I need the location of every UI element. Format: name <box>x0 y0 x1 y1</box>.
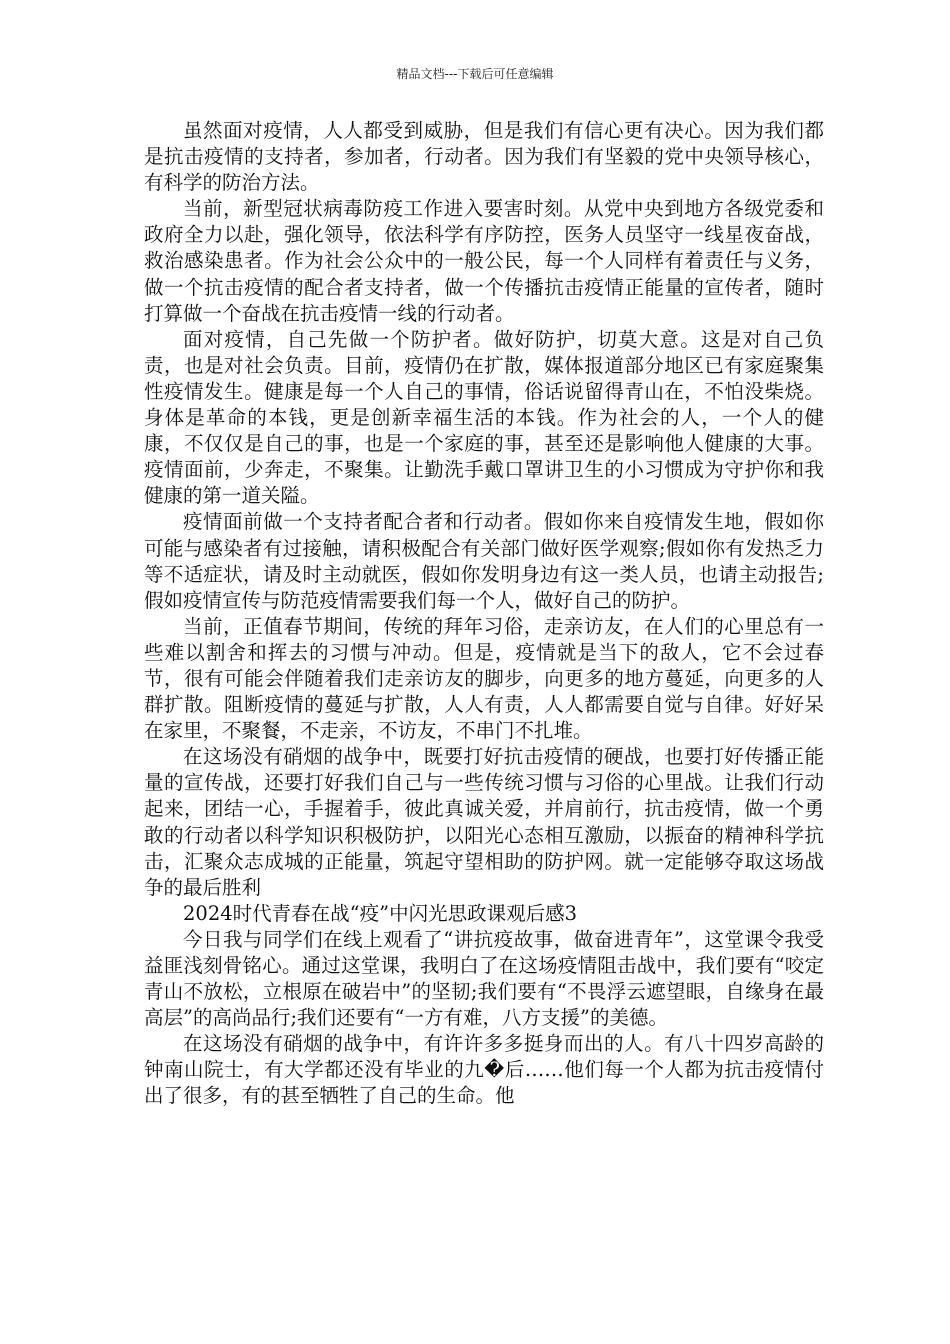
paragraph-3: 面对疫情，自己先做一个防护者。做好防护，切莫大意。这是对自己负责，也是对社会负责。目前，疫情仍在扩散，媒体报道部分地区已有家庭聚集性疫情发生。健康是每一个人自己的事情，俗话说留得青山在，不怕没柴烧。身体是革命的本钱，更是创新幸福生活的本钱。作为社会的人，一个人的健康，不仅仅是自己的事，也是一个家庭的事，甚至还是影响他人健康的大事。疫情面前，少奔走，不聚集。让勤洗手戴口罩讲卫生的小习惯成为守护你和我健康的第一道关隘。 <box>144 327 824 508</box>
paragraph-8: 在这场没有硝烟的战争中，有许许多多挺身而出的人。有八十四岁高龄的钟南山院士，有大学都还没有毕业的九�后……他们每一个人都为抗击疫情付出了很多，有的甚至牺牲了自己的生命。他 <box>144 1032 824 1108</box>
document-body <box>144 118 824 1110</box>
page-header: 精品文档---下载后可任意编辑 <box>396 67 554 81</box>
paragraph-6: 在这场没有硝烟的战争中，既要打好抗击疫情的硬战，也要打好传播正能量的宣传战，还要打好我们自己与一些传统习惯与习俗的心里战。让我们行动起来，团结一心，手握着手，彼此真诚关爱，并肩前行，抗击疫情，做一个勇敢的行动者以科学知识积极防护，以阳光心态相互激励，以振奋的精神科学抗击，汇聚众志成城的正能量，筑起守望相助的防护网。就一定能够夺取这场战争的最后胜利 <box>144 745 824 899</box>
paragraph-5: 当前，正值春节期间，传统的拜年习俗，走亲访友，在人们的心里总有一些难以割舍和挥去的习惯与冲动。但是，疫情就是当下的敌人，它不会过春节，很有可能会伴随着我们走亲访友的脚步，向更多的地方蔓延，向更多的人群扩散。阻断疫情的蔓延与扩散，人人有责，人人都需要自觉与自律。好好呆在家里，不聚餐，不走亲，不访友，不串门不扎堆。 <box>144 614 824 743</box>
paragraph-4: 疫情面前做一个支持者配合者和行动者。假如你来自疫情发生地，假如你可能与感染者有过接触，请积极配合有关部门做好医学观察;假如你有发热乏力等不适症状，请及时主动就医，假如你发明身边有这一类人员，也请主动报告;假如疫情宣传与防范疫情需要我们每一个人，做好自己的防护。 <box>144 510 824 612</box>
section-title: 2024时代青春在战“疫”中闪光思政课观后感3 <box>183 901 577 925</box>
paragraph-7: 今日我与同学们在线上观看了“讲抗疫故事，做奋进青年”，这堂课令我受益匪浅刻骨铭心。通过这堂课，我明白了在这场疫情阻击战中，我们要有“咬定青山不放松，立根原在破岩中”的坚韧;我们要有“不畏浮云遮望眼，自缘身在最高层”的高尚品行;我们还要有“一方有难，八方支援”的美德。 <box>144 927 824 1030</box>
paragraph-2: 当前，新型冠状病毒防疫工作进入要害时刻。从党中央到地方各级党委和政府全力以赴，强化领导，依法科学有序防控，医务人员坚守一线星夜奋战，救治感染患者。作为社会公众中的一般公民，每一个人同样有着责任与义务，做一个抗击疫情的配合者支持者，做一个传播抗击疫情正能量的宣传者，随时打算做一个奋战在抗击疫情一线的行动者。 <box>144 197 824 325</box>
paragraph-1: 虽然面对疫情，人人都受到威胁，但是我们有信心更有决心。因为我们都是抗击疫情的支持者，参加者，行动者。因为我们有坚毅的党中央领导核心，有科学的防治方法。 <box>144 119 824 195</box>
